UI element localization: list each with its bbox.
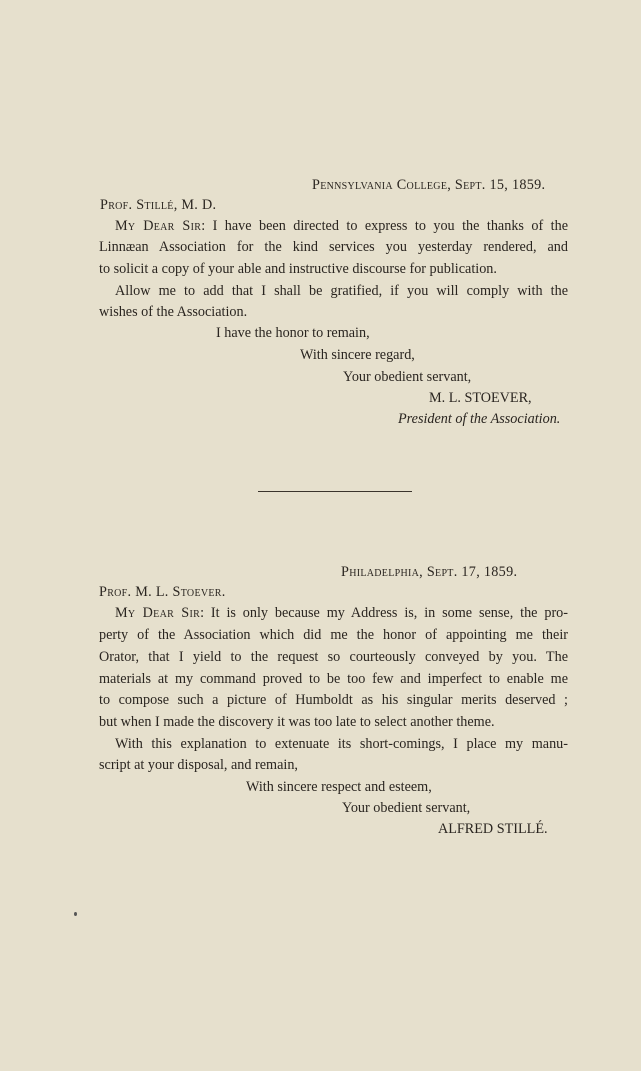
letter-1-closing-2: With sincere regard, [300, 347, 415, 363]
letter-2-para-1-line-1 [115, 606, 568, 620]
letter-1-closing-3: Your obedient servant, [343, 369, 472, 385]
letter-1-closing-1: I have the honor to remain, [216, 325, 370, 341]
letter-1-para-2-line-2: wishes of the Association. [99, 304, 248, 320]
letter-1-dateline: Pennsylvania College, Sept. 15, 1859. [312, 177, 546, 193]
letter-2-para-1-line-4: materials at my command proved to be too few and imperfect to enable me [99, 671, 568, 687]
letter-2-para-1-line-2: perty of the Association which did me the honor of appointing me their [99, 627, 568, 643]
ink-speck [74, 912, 77, 916]
letter-1-para-1-text-1: : I have been directed to express to you the thanks of the [201, 218, 568, 234]
letter-1-para-1-line-1 [115, 219, 568, 233]
letter-2-signature: ALFRED STILLÉ. [438, 821, 548, 837]
letter-2-dateline: Philadelphia, Sept. 17, 1859. [341, 564, 518, 580]
letter-2-para-2-line-2: script at your disposal, and remain, [99, 757, 298, 773]
letter-2-closing-2: Your obedient servant, [342, 800, 471, 816]
separator-rule [258, 491, 412, 492]
letter-1-para-2-line-1: Allow me to add that I shall be gratified, if you will comply with the [115, 283, 568, 299]
letter-1-para-1-line-3: to solicit a copy of your able and instructive discourse for publication. [99, 261, 497, 277]
letter-1-title: President of the Association. [398, 411, 561, 427]
letter-2-para-1-line-6: but when I made the discovery it was too late to select another theme. [99, 714, 495, 730]
letter-2-para-2-line-1: With this explanation to extenuate its short-comings, I place my manu- [115, 736, 568, 752]
letter-2-para-1-text-1: : It is only because my Address is, in some sense, the pro- [200, 605, 568, 621]
letter-1-salutation: My Dear Sir [115, 218, 202, 234]
letter-2-recipient: Prof. M. L. Stoever. [99, 584, 226, 600]
letter-2-para-1-line-3: Orator, that I yield to the request so courteously conveyed by you. The [99, 649, 568, 665]
letter-2-salutation: My Dear Sir [115, 605, 201, 621]
letter-1-signature: M. L. STOEVER, [429, 390, 532, 406]
letter-2-para-1-line-5: to compose such a picture of Humboldt as his singular merits deserved ; [99, 692, 568, 708]
letter-1-para-1-line-2: Linnæan Association for the kind services you yesterday rendered, and [99, 239, 568, 255]
letter-1-recipient: Prof. Stillé, M. D. [100, 197, 217, 213]
letter-2-closing-1: With sincere respect and esteem, [246, 779, 432, 795]
